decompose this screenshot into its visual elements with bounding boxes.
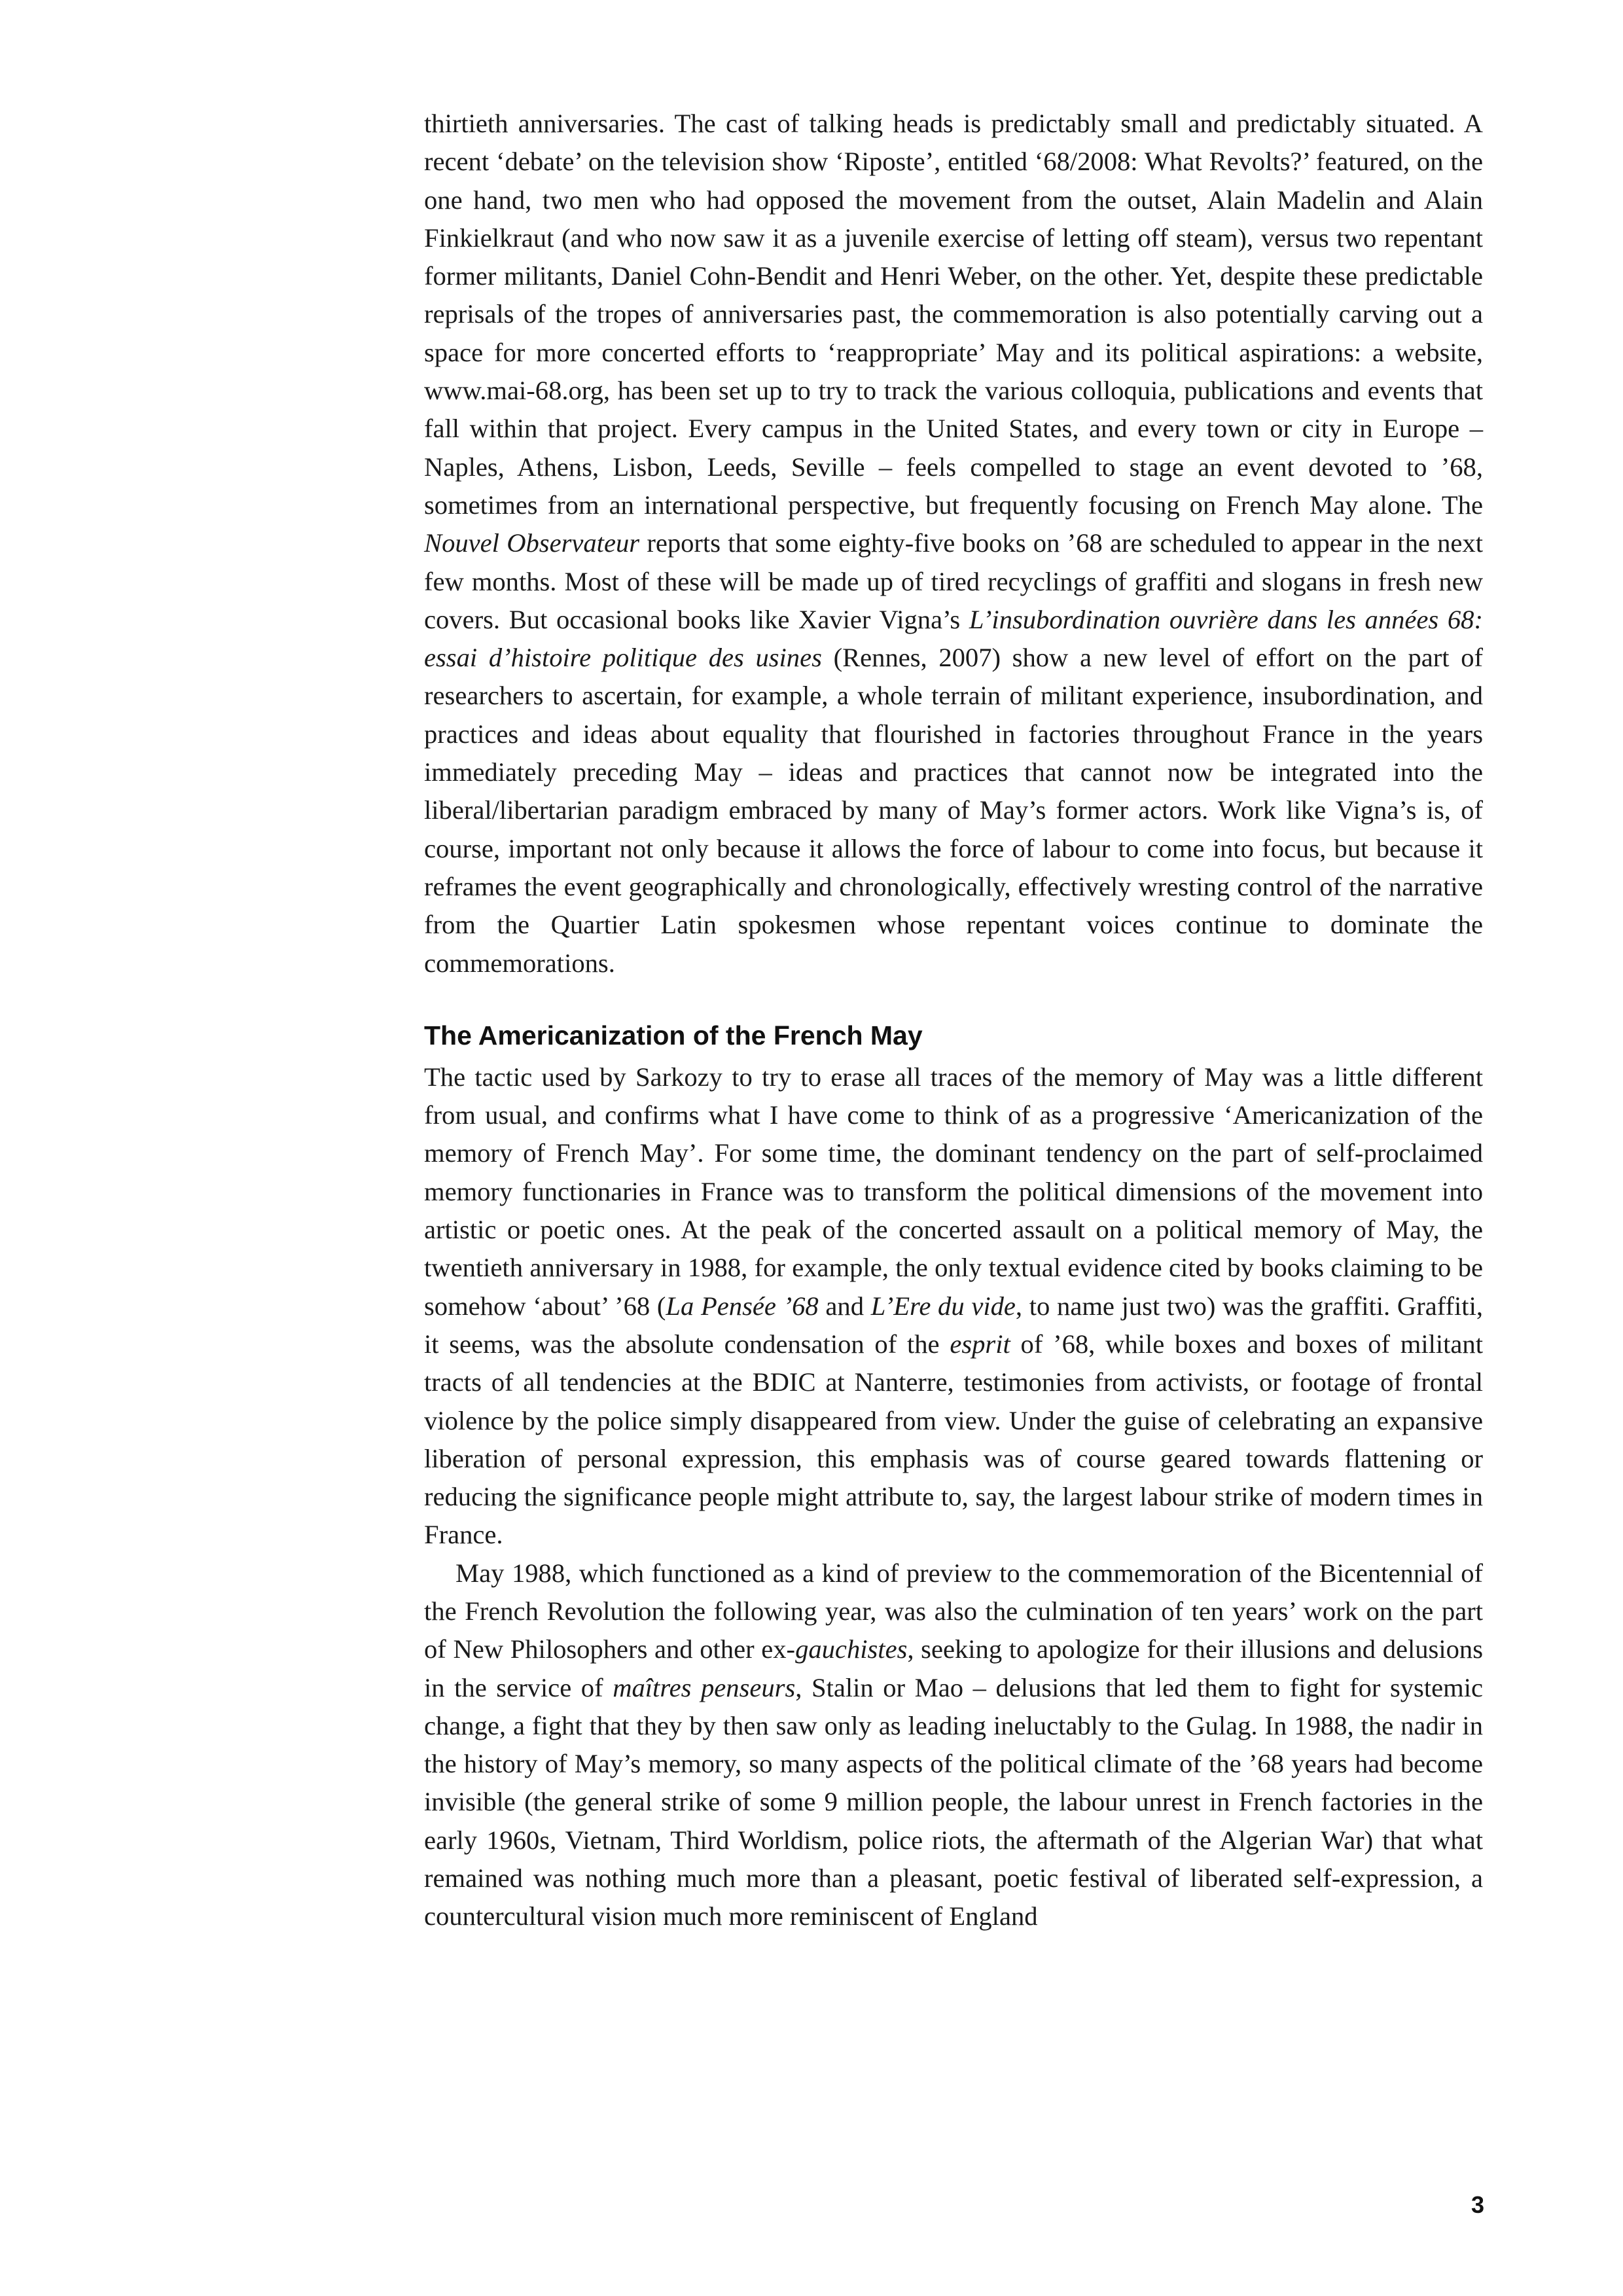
- page-body: [424, 105, 1483, 1936]
- paragraph-2: [424, 1058, 1483, 1554]
- paragraph-3-seg-1: May 1988, which functioned as a kind of preview to the commemoration of the Bicentennial of the French Revolution the following year, was also the culmination of ten years’ work on the part of New Philosophers and other ex-: [424, 1558, 1483, 1664]
- page-number: 3: [1471, 2191, 1484, 2218]
- paragraph-3-seg-3: , seeking to apologize for their illusions and delusions in the service of: [424, 1634, 1483, 1702]
- paragraph-3: [424, 1554, 1483, 1936]
- paragraph-2-seg-1: The tactic used by Sarkozy to try to erase all traces of the memory of May was a little different from usual, and confirms what I have come to think of as a progressive ‘Americanization of the memory of French May’. For some time, the dominant tendency on the part of self-proclaimed memory functionaries in France was to transform the political dimensions of the movement into artistic or poetic ones. At the peak of the concerted assault on a political memory of May, the twentieth anniversary in 1988, for example, the only textual evidence cited by books claiming to be somehow ‘about’ ’68 (: [424, 1062, 1483, 1321]
- paragraph-2-seg-6: esprit: [950, 1329, 1010, 1359]
- paragraph-3-seg-4: maîtres penseurs: [613, 1672, 796, 1702]
- paragraph-1-seg-3: reports that some eighty-five books on ’68 are scheduled to appear in the next few months. Most of these will be made up of tired recyclings of graffiti and slogans in fresh new covers. But occasional books like Xavier Vigna’s: [424, 528, 1483, 634]
- section-heading: The Americanization of the French May: [424, 1020, 923, 1050]
- paragraph-1-seg-4: L’insubordination ouvrière dans les années 68: essai d’histoire politique des usines: [424, 604, 1483, 673]
- paragraph-2-seg-7: of ’68, while boxes and boxes of militant tracts of all tendencies at the BDIC at Nanterre, testimonies from activists, or footage of frontal violence by the police simply disappeared from view. Under the guise of celebrating an expansive liberation of personal expression, this emphasis was of course geared towards flattening or reducing the significance people might attribute to, say, the largest labour strike of modern times in France.: [424, 1329, 1483, 1550]
- paragraph-2-seg-2: La Pensée ’68: [666, 1291, 819, 1321]
- paragraph-2-seg-5: , to name just two) was the graffiti. Graffiti, it seems, was the absolute condensation of the: [424, 1291, 1483, 1359]
- paragraph-1-seg-5: (Rennes, 2007) show a new level of effort on the part of researchers to ascertain, for example, a whole terrain of militant experience, insubordination, and practices and ideas about equality that flourished in factories throughout France in the years immediately preceding May – ideas and practices that cannot now be integrated into the liberal/libertarian paradigm embraced by many of May’s former actors. Work like Vigna’s is, of course, important not only because it allows the force of labour to come into focus, but because it reframes the event geographically and chronologically, effectively wresting control of the narrative from the Quartier Latin spokesmen whose repentant voices continue to dominate the commemorations.: [424, 643, 1484, 978]
- paragraph-1: [424, 105, 1483, 982]
- paragraph-1-seg-2: Nouvel Observateur: [424, 528, 640, 558]
- paragraph-3-seg-2: gauchistes: [795, 1634, 908, 1664]
- paragraph-3-seg-5: , Stalin or Mao – delusions that led them to fight for systemic change, a fight that they by then saw only as leading ineluctably to the Gulag. In 1988, the nadir in the history of May’s memory, so many aspects of the political climate of the ’68 years had become invisible (the general strike of some 9 million people, the labour unrest in French factories in the early 1960s, Vietnam, Third Worldism, police riots, the aftermath of the Algerian War) that what remained was nothing much more than a pleasant, poetic festival of liberated self-expression, a countercultural vision much more reminiscent of England: [424, 1672, 1483, 1931]
- paragraph-2-seg-3: and: [818, 1291, 871, 1321]
- paragraph-1-seg-1: thirtieth anniversaries. The cast of talking heads is predictably small and predictably situated. A recent ‘debate’ on the television show ‘Riposte’, entitled ‘68/2008: What Revolts?’ featured, on the one hand, two men who had opposed the movement from the outset, Alain Madelin and Alain Finkielkraut (and who now saw it as a juvenile exercise of letting off steam), versus two repentant former militants, Daniel Cohn-Bendit and Henri Weber, on the other. Yet, despite these predictable reprisals of the tropes of anniversaries past, the commemoration is also potentially carving out a space for more concerted efforts to ‘reappropriate’ May and its political aspirations: a website, www.​mai-68.org, has been set up to try to track the various colloquia, publications and events that fall within that project. Every campus in the United States, and every town or city in Europe – Naples, Athens, Lisbon, Leeds, Seville – feels compelled to stage an event devoted to ’68, sometimes from an international perspective, but frequently focusing on French May alone. The: [424, 109, 1483, 520]
- paragraph-2-seg-4: L’Ere du vide: [870, 1291, 1016, 1321]
